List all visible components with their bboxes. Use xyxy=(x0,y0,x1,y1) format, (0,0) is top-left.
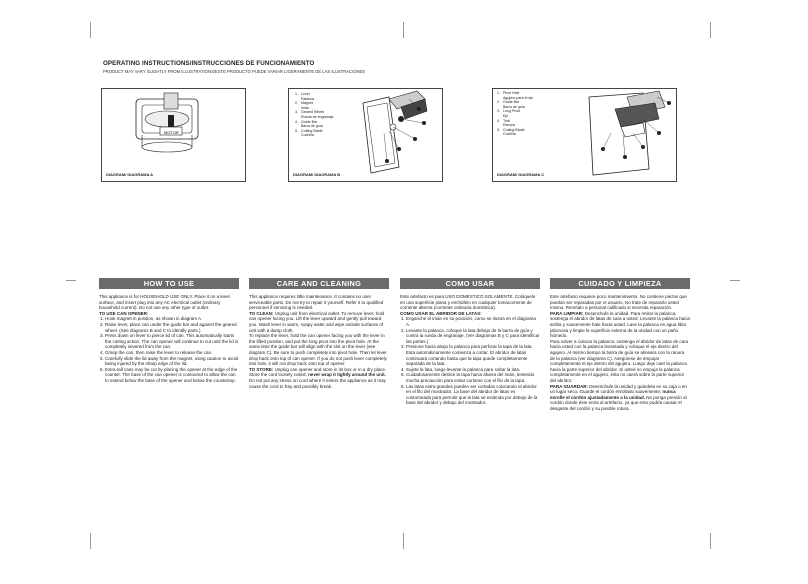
legend-item: 1. Pivot Hole Agujero para el eje xyxy=(497,91,534,100)
diagram-b-marker-4 xyxy=(385,159,389,163)
diagram-b-marker-2 xyxy=(413,137,417,141)
list-item: 2. Levante la palanca, coloque la lata debajo de la barra de guía y contra la rueda de engranaje. (Ver diagramas B y C para identificar las partes.) xyxy=(406,328,540,345)
care-clean-paragraph: TO CLEAN: Unplug unit from electrical outlet. To remove lever, hold can opener facing you. Lift the lever upward and gently pull toward you. Wash lever in warm, soapy water and wipe outside surfaces of unit with a damp cloth. xyxy=(249,310,385,333)
legend-item: 5. Cutting Blade Cuchilla xyxy=(295,128,323,138)
care-store-paragraph: TO STORE: Unplug can opener and store in its box or in a dry place. Store the cord loosely coiled; never wrap it tightly around the unit. Do not put any stress on cord where it enters the appliance as it may cause the cord to fray and possibly break. xyxy=(249,366,387,389)
diagram-c-caption: DIAGRAM/ DIAGRAMA C xyxy=(497,172,545,177)
care-replace-paragraph: To replace the lever, hold the can opener facing you with the lever in the lifted position, and put the long pivot into the pivot hole. At the same time the guide bar will align with the slot on the lever (see diagram C). Be sure to push completely into pivot hole. Then let lever drop back onto top of can opener. If you do not push lever completely into hole, it will not drop back onto top of opener. xyxy=(249,333,387,367)
how-to-use-section xyxy=(99,294,239,384)
como-usar-section xyxy=(400,294,540,406)
page-title: OPERATING INSTRUCTIONS/INSTRUCCIONES DE FUNCIONAMIENTO xyxy=(103,60,315,67)
list-item: 6. Las latas extra grandes pueden ser cortadas colocando el abridor en el filo del mostrador. La base del abridor de latas es contorneada para permitir que la lata se extienda por debajo de la base del abridor y debajo del mostrador. xyxy=(406,384,540,406)
diagram-c-marker-3 xyxy=(641,145,645,149)
diagram-c-marker-4 xyxy=(623,155,627,159)
crop-mark xyxy=(90,22,91,38)
list-item: 4. Sujete la lata, luego levante la palanca para soltar la lata. xyxy=(406,367,540,373)
cuidado-clean-paragraph: PARA LIMPIAR: Desenchufe la unidad. Para retirar la palanca, sostenga el abridor de latas de cara a usted. Levante la palanca hacia arriba y suavemente hale hacia usted. Lave la palanca en agua tibia jabonosa y limpie la superficie externa de la unidad con un paño húmedo. xyxy=(550,310,690,339)
diagram-a xyxy=(101,88,246,182)
legend-item: 2. Magnet Imán xyxy=(295,101,313,110)
list-item: 6. Extra-tall cans may be cut by placing the opener at the edge of the counter. The base of the can opener is contoured to allow the can to extend below the base of the opener and below the countertop. xyxy=(105,367,239,384)
list-item: 2. Raise lever, place can under the guide bar and against the geared wheel. (See diagrams B and C to identify parts.) xyxy=(105,322,239,333)
list-item: 1. Hook magnet in position, as shown in diagram A. xyxy=(105,316,239,322)
diagram-b-marker-1 xyxy=(422,121,426,125)
cuidado-heading: CUIDADO Y LIMPIEZA xyxy=(550,278,690,289)
care-section xyxy=(249,294,389,389)
crop-mark xyxy=(403,533,404,549)
diagram-a-caption: DIAGRAM/ DIAGRAMA A xyxy=(106,172,154,177)
diagram-c-illustration xyxy=(493,89,676,181)
crop-mark xyxy=(66,280,76,281)
list-item: 5. Cuidadosamente deslice la tapa hacia afuera del imán, teniendo mucha precaución para evitar cortarse con el filo de la tapa. xyxy=(406,372,540,383)
crop-mark xyxy=(730,280,740,281)
cuidado-intro: Este artefacto requiere poco mantenimiento. No contiene piezas que puedan ser reparadas por el usuario. No trate de repararlo usted mismo. Remítalo a personal calificado si necesita reparación. xyxy=(550,294,687,311)
care-intro: This appliance requires little maintenance. It contains no user serviceable parts. Do not try to repair it yourself. Refer it to qualified personnel if servicing is needed. xyxy=(249,294,384,311)
how-to-use-steps xyxy=(99,316,239,383)
legend-item: 2. Guide Bar Barra de guía xyxy=(497,100,525,109)
cuidado-store-paragraph: PARA GUARDAR: Desenchufe la unidad y guárdela en su caja o en un lugar seco. Guarde el cordón enrollado suavemente; nunca enrolle el cordón ajustadamente a la unidad. No ponga presión al cordón donde éste entra al artefacto, ya que esto podría causar el desgaste del cordón y su posible rotura. xyxy=(550,383,687,411)
page-subtitle: PRODUCT MAY VARY SLIGHTLY FROM ILLUSTRATIONS/ESTE PRODUCTO PUEDE VARIAR LIGERAMENTE DE LAS ILUSTRACIONES xyxy=(103,69,366,74)
diagram-a-illustration xyxy=(102,89,245,181)
diagram-b-marker-5 xyxy=(417,107,421,111)
list-item: 5. Carefully slide the lid away from the magnet, using caution to avoid being injured by the sharp edge of the lid. xyxy=(105,356,239,367)
legend-item: 1. Lever Palanca xyxy=(295,92,314,101)
list-item: 3. Presione hacia abajo la palanca para perforar la tapa de la lata. Esta automáticamente comienza a cortar. El abridor de latas continuará cortando hasta que la tapa quede completamente separada de la lata. xyxy=(406,344,540,366)
crop-mark xyxy=(710,533,711,549)
crop-mark xyxy=(403,22,404,38)
diagram-c-marker-2 xyxy=(657,131,661,135)
list-item: 1. Enganche el imán en su posición, como se ilustra en el diagrama A. xyxy=(406,316,540,327)
legend-item: 4. Trial Ranura xyxy=(497,118,515,128)
diagram-b-illustration xyxy=(289,89,442,181)
diagram-b-marker-3 xyxy=(397,147,401,151)
legend-item: 4. Guide Bar Barra de guía xyxy=(295,119,323,129)
how-to-use-subheading: TO USE CAN OPENER: xyxy=(99,310,149,316)
crop-mark xyxy=(90,533,91,549)
diagram-a-motor-label: MOTOR xyxy=(164,130,179,135)
legend-item: 3. Long Pivot Eje xyxy=(497,109,520,118)
care-heading: CARE AND CLEANING xyxy=(249,278,389,289)
list-item: 3. Press down on lever to pierce lid of can. This automatically starts the cutting action. The can opener will continue to cut until the lid is completely severed from the can. xyxy=(105,333,239,350)
como-usar-intro: Este artefacto es para USO DOMÉSTICO SOLAMENTE. Colóquelo en una superficie plana y enchúfelo en cualquier tomacorriente de corriente alterna (corriente ordinaria doméstica). xyxy=(400,294,536,311)
diagram-b-caption: DIAGRAM/ DIAGRAMA B xyxy=(293,172,341,177)
diagram-c xyxy=(492,88,677,182)
como-usar-steps xyxy=(400,316,540,406)
como-usar-heading: COMO USAR xyxy=(400,278,540,289)
how-to-use-heading: HOW TO USE xyxy=(99,278,239,289)
diagram-c-marker-1 xyxy=(667,101,671,105)
diagram-b xyxy=(288,88,443,182)
legend-item: 5. Cutting Blade Cuchilla xyxy=(497,127,525,137)
list-item: 4. Grasp the can, then raise the lever to release the can. xyxy=(105,350,239,356)
crop-mark xyxy=(710,22,711,38)
legend-item: 3. Geared Wheel Rueda de engranaje xyxy=(295,110,334,119)
como-usar-subheading: COMO USAR EL ABRIDOR DE LATAS: xyxy=(400,310,482,316)
how-to-use-intro: This appliance is for HOUSEHOLD USE ONLY. Place it on a level surface, and insert plug into any AC electrical outlet (ordinary household current). Do not use any other type of outlet. xyxy=(99,294,230,311)
cuidado-replace-paragraph: Para volver a colocar la palanca, sostenga el abridor de latas de cara hacia usted con la palanca levantada y coloque el eje dentro del agujero. Al mismo tiempo la barra de guía se alineara con la ranura de la palanca (ver diagrama C). Asegúrese de empujar completamente el eje dentro del agujero. Luego deje caer la palanca hacia la parte superior del abridor. Si usted no empuja la palanca completamente en el agujero, ésta no caerá sobre la parte superior del abridor. xyxy=(550,338,689,383)
cuidado-section xyxy=(550,294,690,411)
diagram-c-marker-5 xyxy=(601,147,605,151)
